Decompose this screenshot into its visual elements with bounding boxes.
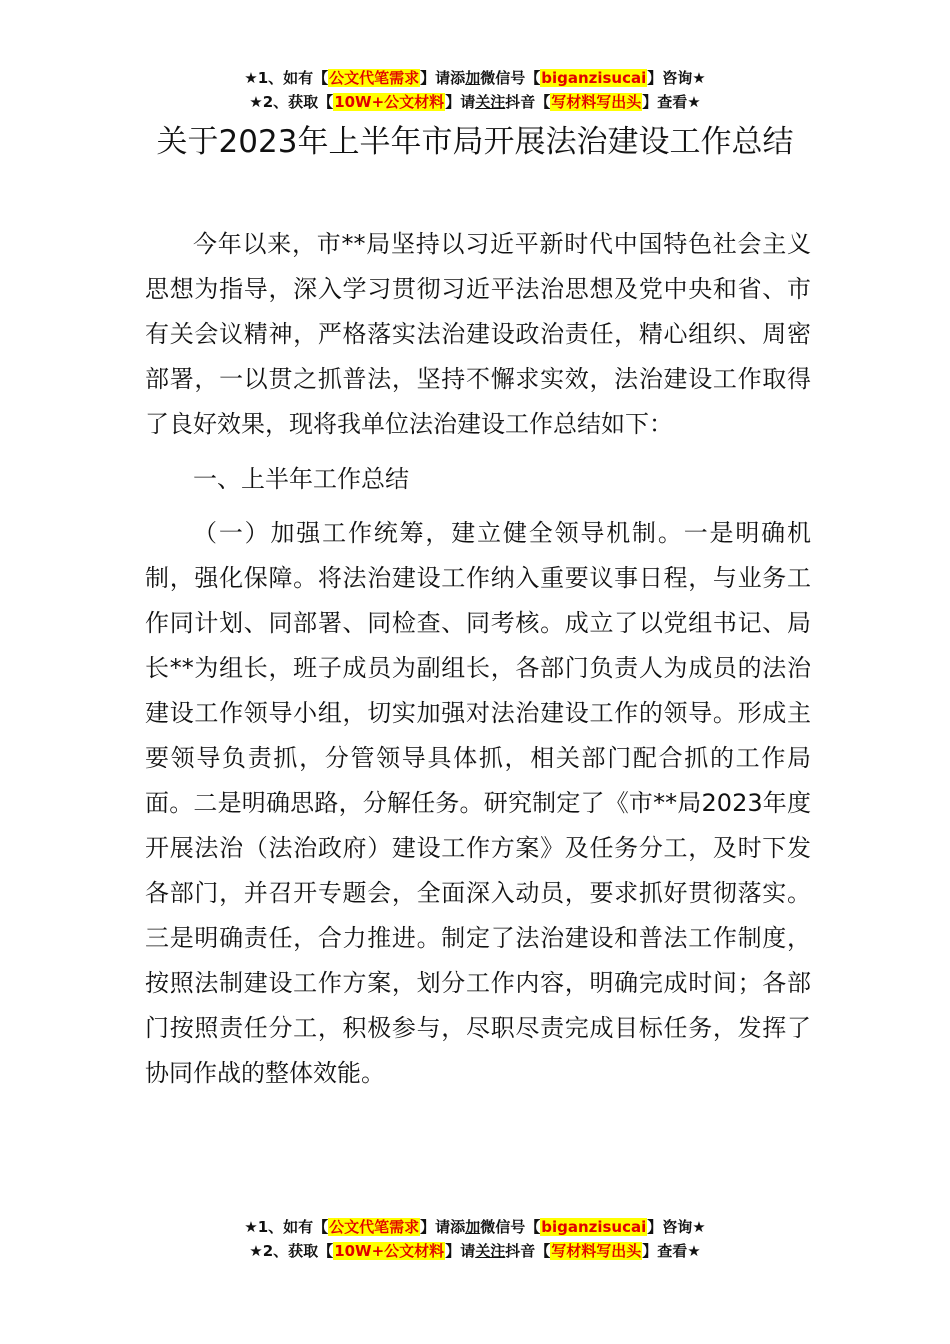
promo-text: 】请添 [420,69,466,87]
promo-text: ★2、获取【 [249,93,334,111]
promo-underlined-text: 加 [465,69,481,87]
promo-line-1 [0,66,950,90]
section-paragraph: （一）加强工作统筹，建立健全领导机制。一是明确机制，强化保障。将法治建设工作纳入重要议事日程，与业务工作同计划、同部署、同检查、同考核。成立了以党组书记、局长**为组长，班子成员为副组长，各部门负责人为成员的法治建设工作领导小组，切实加强对法治建设工作的领导。形成主要领导负责抓，分管领导具体抓，相关部门配合抓的工作局面。二是明确思路，分解任务。研究制定了《市**局2023年度开展法治（法治政府）建设工作方案》及任务分工，及时下发各部门，并召开专题会，全面深入动员，要求抓好贯彻落实。三是明确责任，合力推进。制定了法治建设和普法工作制度，按照法制建设工作方案，划分工作内容，明确完成时间；各部门按照责任分工，积极参与，尽职尽责完成目标任务，发挥了协同作战的整体效能。 [145,519,811,1087]
promo-line-2 [0,90,950,114]
document-body [145,222,811,1096]
promo-text: 抖音【 [505,1242,551,1260]
promo-text: 抖音【 [505,93,551,111]
promo-text: 】咨询★ [647,69,706,87]
promo-text: 】咨询★ [647,1218,706,1236]
promo-text: 】请添 [420,1218,466,1236]
promo-text: 】查看★ [642,1242,701,1260]
promo-text: 】请 [445,93,476,111]
promo-highlight: 公文代笔需求 [329,69,420,87]
footer-promo-banner [0,1215,950,1263]
promo-line-2 [0,1239,950,1263]
promo-text: ★1、如有【 [244,69,329,87]
promo-highlight: biganzisucai [541,1218,647,1236]
promo-text: ★1、如有【 [244,1218,329,1236]
intro-paragraph: 今年以来，市**局坚持以习近平新时代中国特色社会主义思想为指导，深入学习贯彻习近平法治思想及党中央和省、市有关会议精神，严格落实法治建设政治责任，精心组织、周密部署，一以贯之抓普法，坚持不懈求实效，法治建设工作取得了良好效果，现将我单位法治建设工作总结如下： [145,230,811,438]
promo-text: ★2、获取【 [249,1242,334,1260]
promo-text: 微信号【 [480,69,541,87]
header-promo-banner [0,66,950,114]
promo-text: 】查看★ [642,93,701,111]
promo-underlined-text: 关注 [475,93,506,111]
promo-highlight: 10W+公文材料 [334,1242,445,1260]
promo-line-1 [0,1215,950,1239]
promo-text: 微信号【 [480,1218,541,1236]
promo-highlight: 10W+公文材料 [334,93,445,111]
promo-highlight: 写材料写出头 [551,93,642,111]
promo-underlined-text: 加 [465,1218,481,1236]
promo-highlight: biganzisucai [541,69,647,87]
promo-highlight: 写材料写出头 [551,1242,642,1260]
promo-underlined-text: 关注 [475,1242,506,1260]
promo-highlight: 公文代笔需求 [329,1218,420,1236]
document-title: 关于2023年上半年市局开展法治建设工作总结 [156,124,794,160]
promo-text: 】请 [445,1242,476,1260]
section-heading: 一、上半年工作总结 [193,465,409,493]
